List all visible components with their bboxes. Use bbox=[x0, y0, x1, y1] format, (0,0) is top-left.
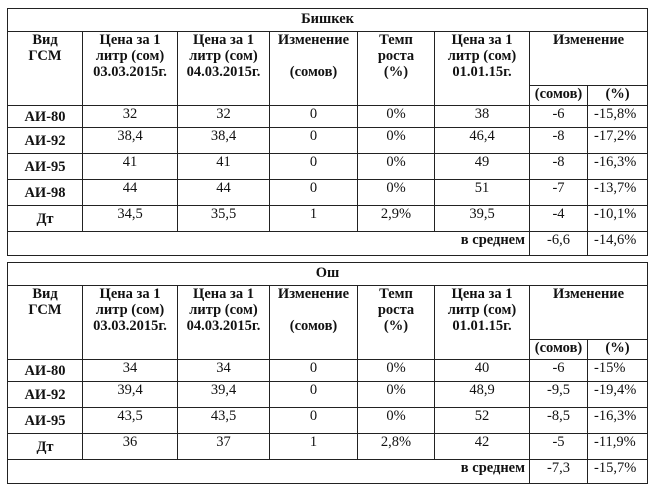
header-price-0101: Цена за 1 литр (сом) 01.01.15г. bbox=[435, 32, 530, 106]
table-row: АИ-80 34 34 0 0% 40 -6 -15% bbox=[8, 360, 648, 382]
average-change-pct: -15,7% bbox=[588, 460, 648, 484]
table-title: Ош bbox=[8, 263, 648, 286]
header-change: Изменение (сомов) bbox=[270, 32, 358, 106]
header-growth-rate: Темп роста (%) bbox=[358, 32, 435, 106]
average-row bbox=[8, 460, 648, 484]
table-row: Дт 36 37 1 2,8% 42 -5 -11,9% bbox=[8, 434, 648, 460]
table-row: АИ-95 43,5 43,5 0 0% 52 -8,5 -16,3% bbox=[8, 408, 648, 434]
header-change-since-jan: Изменение bbox=[530, 32, 648, 86]
header-price-0303: Цена за 1 литр (сом) 03.03.2015г. bbox=[83, 32, 178, 106]
header-row bbox=[8, 32, 648, 86]
average-change-pct: -14,6% bbox=[588, 232, 648, 256]
header-change: Изменение (сомов) bbox=[270, 286, 358, 360]
header-price-0403: Цена за 1 литр (сом) 04.03.2015г. bbox=[178, 32, 270, 106]
header-fuel-type: Вид ГСМ bbox=[8, 286, 83, 360]
average-label: в среднем bbox=[8, 232, 530, 256]
header-price-0403: Цена за 1 литр (сом) 04.03.2015г. bbox=[178, 286, 270, 360]
average-row bbox=[8, 232, 648, 256]
header-change-pct: (%) bbox=[588, 340, 648, 360]
table-row: АИ-92 39,4 39,4 0 0% 48,9 -9,5 -19,4% bbox=[8, 382, 648, 408]
header-change-som: (сомов) bbox=[530, 340, 588, 360]
bishkek-price-table bbox=[7, 8, 648, 256]
header-change-since-jan: Изменение bbox=[530, 286, 648, 340]
osh-price-table bbox=[7, 262, 648, 484]
table-row: АИ-95 41 41 0 0% 49 -8 -16,3% bbox=[8, 154, 648, 180]
header-change-som: (сомов) bbox=[530, 86, 588, 106]
table-row: Дт 34,5 35,5 1 2,9% 39,5 -4 -10,1% bbox=[8, 206, 648, 232]
header-fuel-type: Вид ГСМ bbox=[8, 32, 83, 106]
average-label: в среднем bbox=[8, 460, 530, 484]
header-row bbox=[8, 286, 648, 340]
header-price-0303: Цена за 1 литр (сом) 03.03.2015г. bbox=[83, 286, 178, 360]
average-change-som: -7,3 bbox=[530, 460, 588, 484]
header-change-pct: (%) bbox=[588, 86, 648, 106]
table-row: АИ-98 44 44 0 0% 51 -7 -13,7% bbox=[8, 180, 648, 206]
table-title: Бишкек bbox=[8, 9, 648, 32]
header-price-0101: Цена за 1 литр (сом) 01.01.15г. bbox=[435, 286, 530, 360]
table-row: АИ-80 32 32 0 0% 38 -6 -15,8% bbox=[8, 106, 648, 128]
average-change-som: -6,6 bbox=[530, 232, 588, 256]
header-growth-rate: Темп роста (%) bbox=[358, 286, 435, 360]
table-row: АИ-92 38,4 38,4 0 0% 46,4 -8 -17,2% bbox=[8, 128, 648, 154]
